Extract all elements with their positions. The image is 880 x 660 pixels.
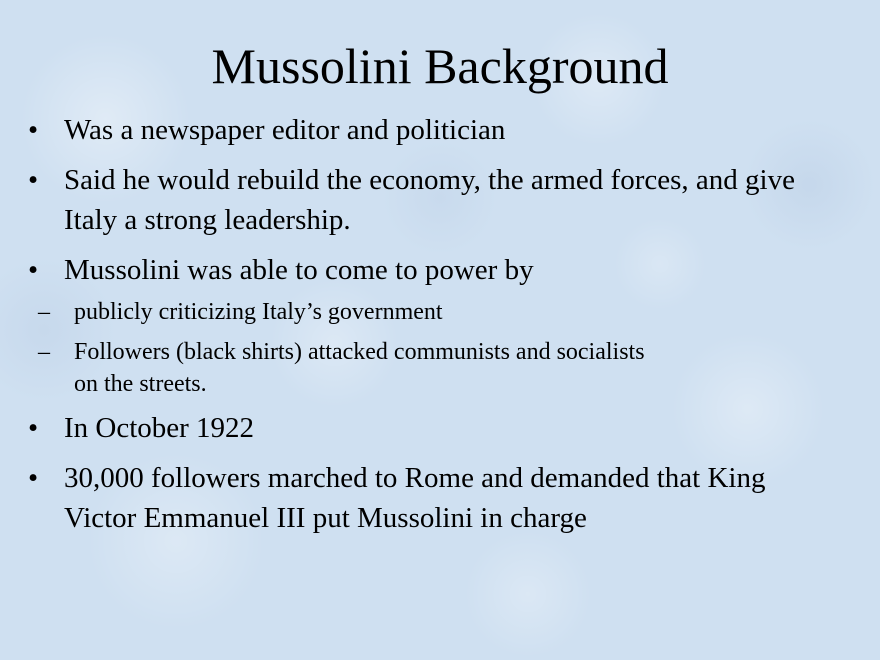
bullet-text: 30,000 followers marched to Rome and demanded that King Victor Emmanuel III put Mussolini in charge xyxy=(64,462,766,534)
bullet-dot-icon: • xyxy=(28,114,39,146)
sub-bullet-text: publicly criticizing Italy’s government xyxy=(74,299,443,325)
bullet-dot-icon: • xyxy=(28,462,39,494)
bullet-text: Was a newspaper editor and politician xyxy=(64,114,506,146)
bullet-list xyxy=(28,110,828,548)
bullet-item xyxy=(28,458,828,538)
sub-bullet-list xyxy=(28,296,828,400)
sub-bullet-item xyxy=(28,296,828,328)
bullet-dot-icon: • xyxy=(28,254,39,286)
dash-icon: – xyxy=(38,339,50,365)
bullet-item xyxy=(28,160,828,240)
bullet-item xyxy=(28,110,828,150)
sub-bullet-text: Followers (black shirts) attacked communists and socialists on the streets. xyxy=(74,339,645,397)
bullet-text: Said he would rebuild the economy, the armed forces, and give Italy a strong leadership. xyxy=(64,164,795,236)
bullet-dot-icon: • xyxy=(28,164,39,196)
bullet-dot-icon: • xyxy=(28,412,39,444)
sub-bullet-group xyxy=(28,296,828,400)
bullet-text: In October 1922 xyxy=(64,412,255,444)
bullet-item xyxy=(28,250,828,290)
bullet-text: Mussolini was able to come to power by xyxy=(64,254,534,286)
bullet-item xyxy=(28,408,828,448)
dash-icon: – xyxy=(38,299,50,325)
sub-bullet-item xyxy=(28,336,828,400)
slide-title: Mussolini Background xyxy=(211,38,669,94)
